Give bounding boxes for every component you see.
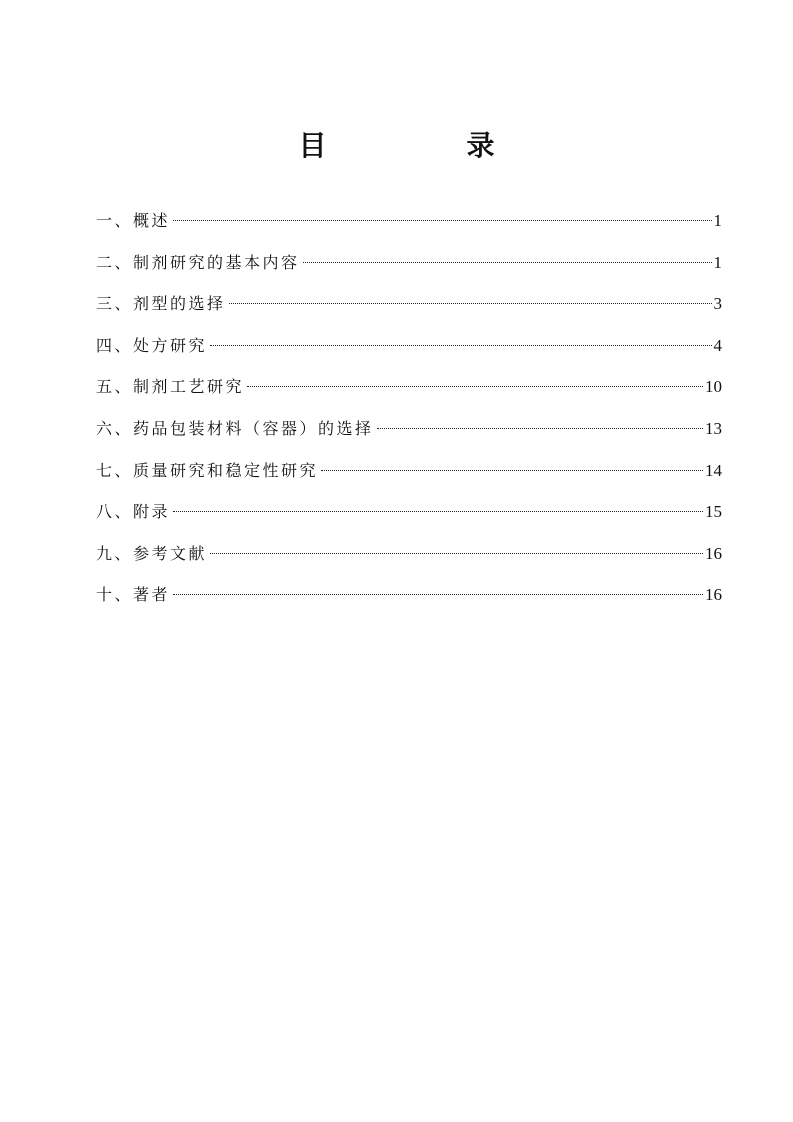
toc-dot-leader (173, 511, 703, 512)
toc-dot-leader (173, 594, 703, 595)
toc-dot-leader (173, 220, 711, 221)
toc-entry-page: 16 (705, 543, 722, 563)
toc-entry-label: 八、附录 (96, 502, 171, 522)
toc-entry[interactable] (96, 408, 722, 450)
toc-entry-label: 二、制剂研究的基本内容 (96, 252, 300, 272)
toc-title: 目 录 (298, 129, 551, 162)
toc-entry[interactable] (96, 325, 722, 367)
toc-entry-label: 九、参考文献 (96, 543, 208, 563)
toc-entry-page: 4 (713, 335, 722, 355)
toc-entry-label: 三、剂型的选择 (96, 294, 226, 314)
toc-entry[interactable] (96, 242, 722, 284)
toc-dot-leader (210, 345, 711, 346)
toc-entry-page: 3 (713, 294, 722, 314)
toc-dot-leader (321, 470, 703, 471)
toc-entry-page: 14 (705, 460, 722, 480)
toc-entry[interactable] (96, 283, 722, 325)
toc-entry[interactable] (96, 450, 722, 492)
toc-entry-page: 16 (705, 585, 722, 605)
toc-entry[interactable] (96, 574, 722, 616)
toc-dot-leader (210, 553, 703, 554)
toc-dot-leader (247, 386, 703, 387)
toc-entry-label: 七、质量研究和稳定性研究 (96, 460, 319, 480)
toc-dot-leader (377, 428, 703, 429)
toc-entry-page: 1 (713, 252, 722, 272)
toc-entry-page: 1 (713, 211, 722, 230)
toc-entry-page: 10 (705, 377, 722, 397)
toc-entry-page: 13 (705, 418, 722, 438)
toc-entry-label: 五、制剂工艺研究 (96, 377, 245, 397)
toc-entry[interactable] (96, 200, 722, 242)
toc-dot-leader (229, 303, 712, 304)
toc-entry-page: 15 (705, 502, 722, 522)
toc-entry-label: 四、处方研究 (96, 335, 208, 355)
table-of-contents (96, 200, 722, 616)
toc-entry[interactable] (96, 533, 722, 575)
toc-dot-leader (303, 262, 712, 263)
toc-entry-label: 六、药品包装材料（容器）的选择 (96, 418, 374, 438)
toc-entry-label: 十、著者 (96, 585, 171, 605)
toc-entry[interactable] (96, 366, 722, 408)
toc-entry-label: 一、概述 (96, 211, 171, 230)
toc-entry[interactable] (96, 491, 722, 533)
